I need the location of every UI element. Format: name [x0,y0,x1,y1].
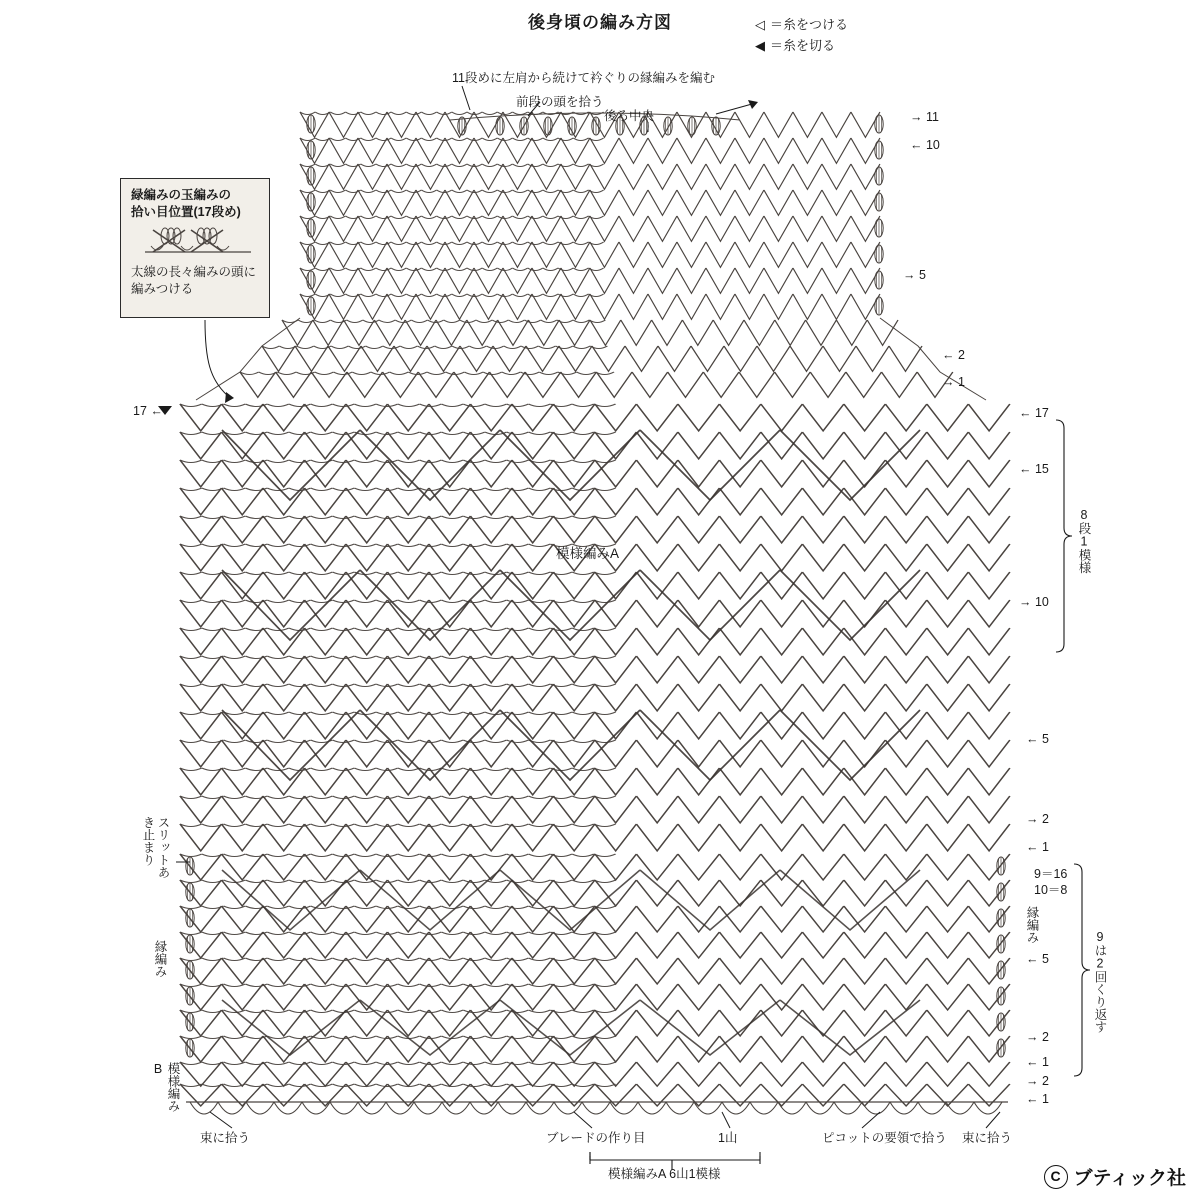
row-number-body-15: ← 15 [1019,462,1049,476]
neckline-cluster-row [450,113,740,135]
row-number-patternb-2: → 2 [1026,1074,1049,1088]
row-number-top-1: → 1 [942,375,965,389]
annotation-pattern-a: 模様編みA [556,546,620,561]
annotation-bundle-pick-left: 束に拾う [200,1131,251,1145]
row-number-top-5: → 5 [903,268,926,282]
annotation-edge-right: 縁編み [1025,906,1039,944]
row-number-body-17: ← 17 [1019,406,1049,420]
annotation-slit-stop: スリットあき止まり [141,816,170,879]
annotation-repeat-note-1: 9＝16 [1034,867,1068,881]
annotation-repeat-8-rows: 8段1模様 [1077,508,1091,574]
annotation-neck-edge: 11段めに左肩から続けて衿ぐりの縁編みを編む [452,71,715,85]
row-number-edge-5: ← 5 [1026,952,1049,966]
annotation-back-center: 後ろ中央 [604,109,655,123]
row-number-top-10: ← 10 [910,138,940,152]
annotation-one-peak: 1山 [718,1131,738,1145]
callout-note-line2: 編みつける [131,282,194,296]
chart-body-pattern-a [180,404,1010,851]
annotation-edge-left: 縁編み [153,940,167,978]
annotation-repeat-note-3: 9は2回くり返す [1093,930,1107,1033]
row-number-body-2: → 2 [1026,812,1049,826]
callout-note-line1: 太線の長々編みの頭に [131,265,257,279]
legend-item-cut-yarn-label: ＝糸を切る [770,38,836,53]
attach-yarn-icon: ◁ [755,17,765,32]
annotation-pattern-a-repeat: 模様編みA 6山1模様 [608,1167,721,1181]
copyright-icon: C [1044,1165,1068,1189]
row-number-top-2: ← 2 [942,348,965,362]
row-number-body-10: → 10 [1019,595,1049,609]
annotation-pick-previous-row: 前段の頭を拾う [516,95,604,109]
cut-yarn-icon: ◀ [755,38,765,53]
callout-figure [131,222,261,262]
chart-bottom-braid [186,1102,1008,1114]
row-number-left-17: 17 ← [133,404,163,418]
row-number-body-5: ← 5 [1026,732,1049,746]
chart-yoke-section [196,112,986,400]
callout-heading-line1: 緑編みの玉編みの [131,188,232,202]
chart-edge-section [180,854,1010,1106]
legend-item-attach-yarn-label: ＝糸をつける [770,17,849,32]
row-number-body-1: ← 1 [1026,840,1049,854]
annotation-pattern-b: 模様編みB [151,1062,180,1112]
row-number-top-11: → 11 [910,110,939,124]
copyright [1044,1163,1186,1190]
row-number-edge-1: ← 1 [1026,1055,1049,1069]
annotation-picot-pick: ピコットの要領で拾う [822,1131,947,1145]
row-number-patternb-1: ← 1 [1026,1092,1049,1106]
callout-box-bobble-pickup [120,178,270,318]
row-number-edge-2: → 2 [1026,1030,1049,1044]
page-title: 後身頃の編み方図 [528,13,672,32]
annotation-braid-start: ブレードの作り目 [546,1131,646,1145]
copyright-label: ブティック社 [1073,1168,1186,1189]
annotation-repeat-note-2: 10＝8 [1034,883,1068,897]
callout-heading-line2: 拾い目位置(17段め) [131,205,241,219]
annotation-bundle-pick-right: 束に拾う [962,1131,1013,1145]
